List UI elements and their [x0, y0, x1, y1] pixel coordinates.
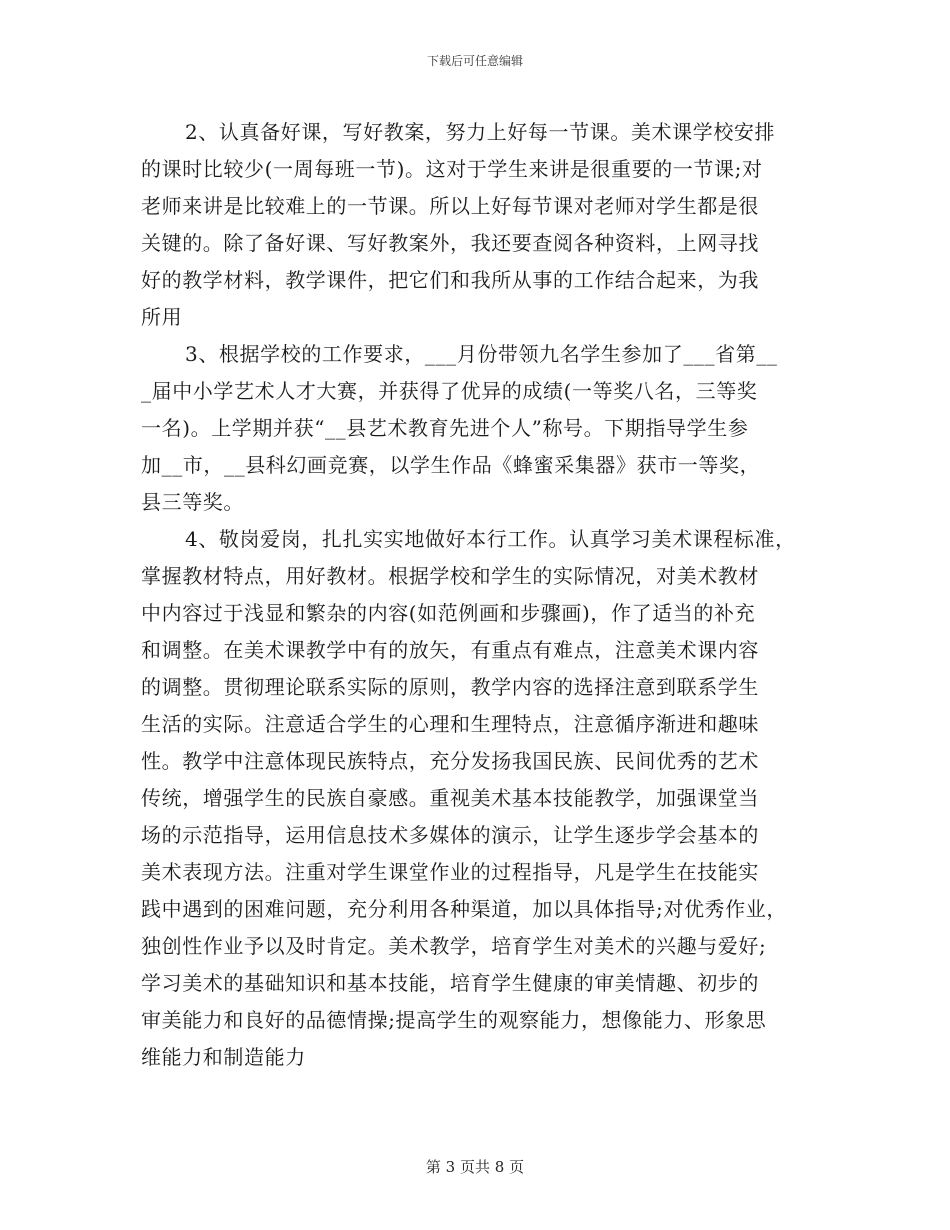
- text-line: 的调整。贯彻理论联系实际的原则，教学内容的选择注意到联系学生: [141, 675, 759, 699]
- text-line: 所用: [141, 305, 183, 329]
- text-line: 美术表现方法。注重对学生课堂作业的过程指导，凡是学生在技能实: [141, 860, 759, 884]
- text-line: 县三等奖。: [141, 490, 244, 514]
- text-line: 老师来讲是比较难上的一节课。所以上好每节课对老师对学生都是很: [141, 194, 759, 218]
- text-line: 关键的。除了备好课、写好教案外，我还要查阅各种资料，上网寻找: [141, 231, 759, 255]
- text-line: 加__市，__县科幻画竞赛，以学生作品《蜂蜜采集器》获市一等奖，: [141, 453, 761, 477]
- text-line: 学习美术的基础知识和基本技能，培育学生健康的审美情趣、初步的: [141, 971, 759, 995]
- text-line: 掌握教材特点，用好教材。根据学校和学生的实际情况，对美术教材: [141, 564, 759, 588]
- paragraph-4: [141, 521, 821, 1076]
- text-line: 2、认真备好课，写好教案，努力上好每一节课。美术课学校安排: [185, 120, 776, 144]
- text-line: _届中小学艺术人才大赛，并获得了优异的成绩(一等奖八名，三等奖: [141, 379, 758, 403]
- text-line: 的课时比较少(一周每班一节)。这对于学生来讲是很重要的一节课;对: [141, 157, 763, 181]
- text-line: 好的教学材料，教学课件，把它们和我所从事的工作结合起来，为我: [141, 268, 759, 292]
- text-line: 独创性作业予以及时肯定。美术教学，培育学生对美术的兴趣与爱好;: [141, 934, 767, 958]
- paragraph-3: [141, 336, 821, 521]
- text-line: 维能力和制造能力: [141, 1045, 306, 1069]
- text-line: 中内容过于浅显和繁杂的内容(如范例画和步骤画)，作了适当的补充: [141, 601, 756, 625]
- text-line: 和调整。在美术课教学中有的放矢，有重点有难点，注意美术课内容: [141, 638, 759, 662]
- paragraph-2: [141, 114, 821, 336]
- text-line: 审美能力和良好的品德情操;提高学生的观察能力，想像能力、形象思: [141, 1008, 767, 1032]
- text-line: 传统，增强学生的民族自豪感。重视美术基本技能教学，加强课堂当: [141, 786, 759, 810]
- text-line: 一名)。上学期并获“__县艺术教育先进个人”称号。下期指导学生参: [141, 416, 749, 440]
- text-line: 践中遇到的困难问题，充分利用各种渠道，加以具体指导;对优秀作业，: [141, 897, 787, 921]
- text-line: 4、敬岗爱岗，扎扎实实地做好本行工作。认真学习美术课程标准，: [185, 527, 796, 551]
- text-line: 生活的实际。注意适合学生的心理和生理特点，注意循序渐进和趣味: [141, 712, 759, 736]
- page-number-footer: 第 3 页共 8 页: [425, 1158, 525, 1176]
- text-line: 场的示范指导，运用信息技术多媒体的演示，让学生逐步学会基本的: [141, 823, 759, 847]
- document-body: [141, 114, 821, 1076]
- text-line: 3、根据学校的工作要求，___月份带领九名学生参加了___省第__: [185, 342, 778, 366]
- text-line: 性。教学中注意体现民族特点，充分发扬我国民族、民间优秀的艺术: [141, 749, 759, 773]
- page-header: 下载后可任意编辑: [426, 54, 523, 68]
